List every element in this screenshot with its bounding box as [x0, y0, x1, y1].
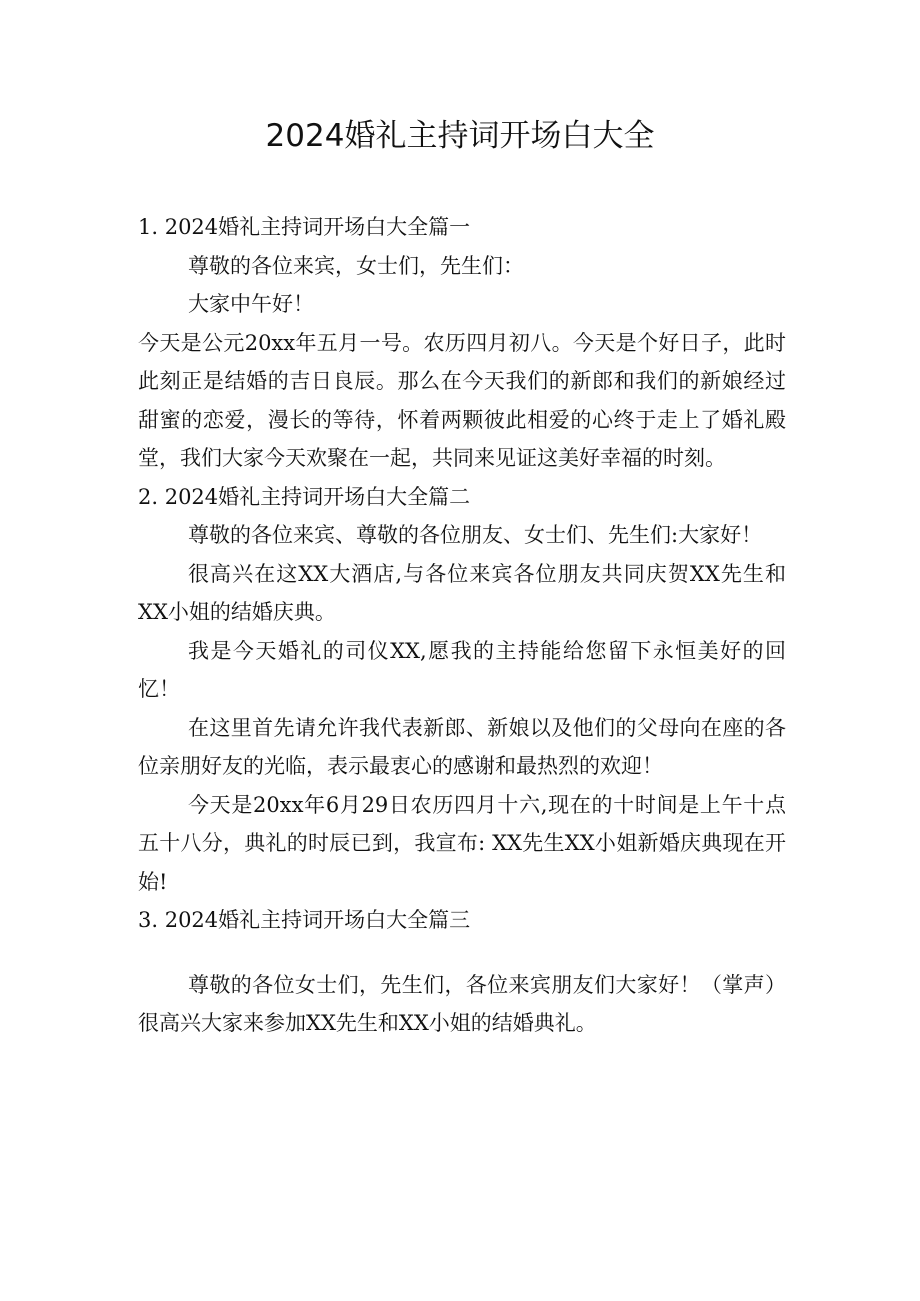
- document-title: 2024婚礼主持词开场白大全: [265, 118, 655, 154]
- document-body: [138, 208, 786, 1043]
- paragraph-host: 我是今天婚礼的司仪XX,愿我的主持能给您留下永恒美好的回忆！: [138, 638, 786, 701]
- section-heading-1: 1. 2024婚礼主持词开场白大全篇一: [138, 215, 471, 239]
- paragraph-greeting-3: 尊敬的各位女士们，先生们，各位来宾朋友们大家好！（掌声）很高兴大家来参加XX先生和XX小姐的结婚典礼。: [138, 972, 786, 1035]
- paragraph-hotel: 很高兴在这XX大酒店,与各位来宾各位朋友共同庆贺XX先生和XX小姐的结婚庆典。: [138, 561, 786, 624]
- paragraph-greeting: 尊敬的各位来宾，女士们，先生们：: [188, 253, 524, 278]
- paragraph-date-intro: 今天是公元20xx年五月一号。农历四月初八。今天是个好日子，此时此刻正是结婚的吉日良辰。那么在今天我们的新郎和我们的新娘经过甜蜜的恋爱，漫长的等待，怀着两颗彼此相爱的心终于走上了婚礼殿堂，我们大家今天欢聚在一起，共同来见证这美好幸福的时刻。: [138, 330, 786, 470]
- paragraph-good-noon: 大家中午好！: [188, 292, 314, 316]
- paragraph-greeting-2: 尊敬的各位来宾、尊敬的各位朋友、女士们、先生们:大家好！: [188, 523, 763, 547]
- spacer: [138, 940, 786, 966]
- section-heading-2: 2. 2024婚礼主持词开场白大全篇二: [138, 484, 471, 509]
- paragraph-ceremony-start: 今天是20xx年6月29日农历四月十六,现在的十时间是上午十点五十八分，典礼的时辰已到，我宣布: XX先生XX小姐新婚庆典现在开始!: [138, 792, 786, 894]
- paragraph-thanks: 在这里首先请允许我代表新郎、新娘以及他们的父母向在座的各位亲朋好友的光临，表示最衷心的感谢和最热烈的欢迎！: [138, 715, 786, 778]
- section-heading-3: 3. 2024婚礼主持词开场白大全篇三: [138, 908, 471, 932]
